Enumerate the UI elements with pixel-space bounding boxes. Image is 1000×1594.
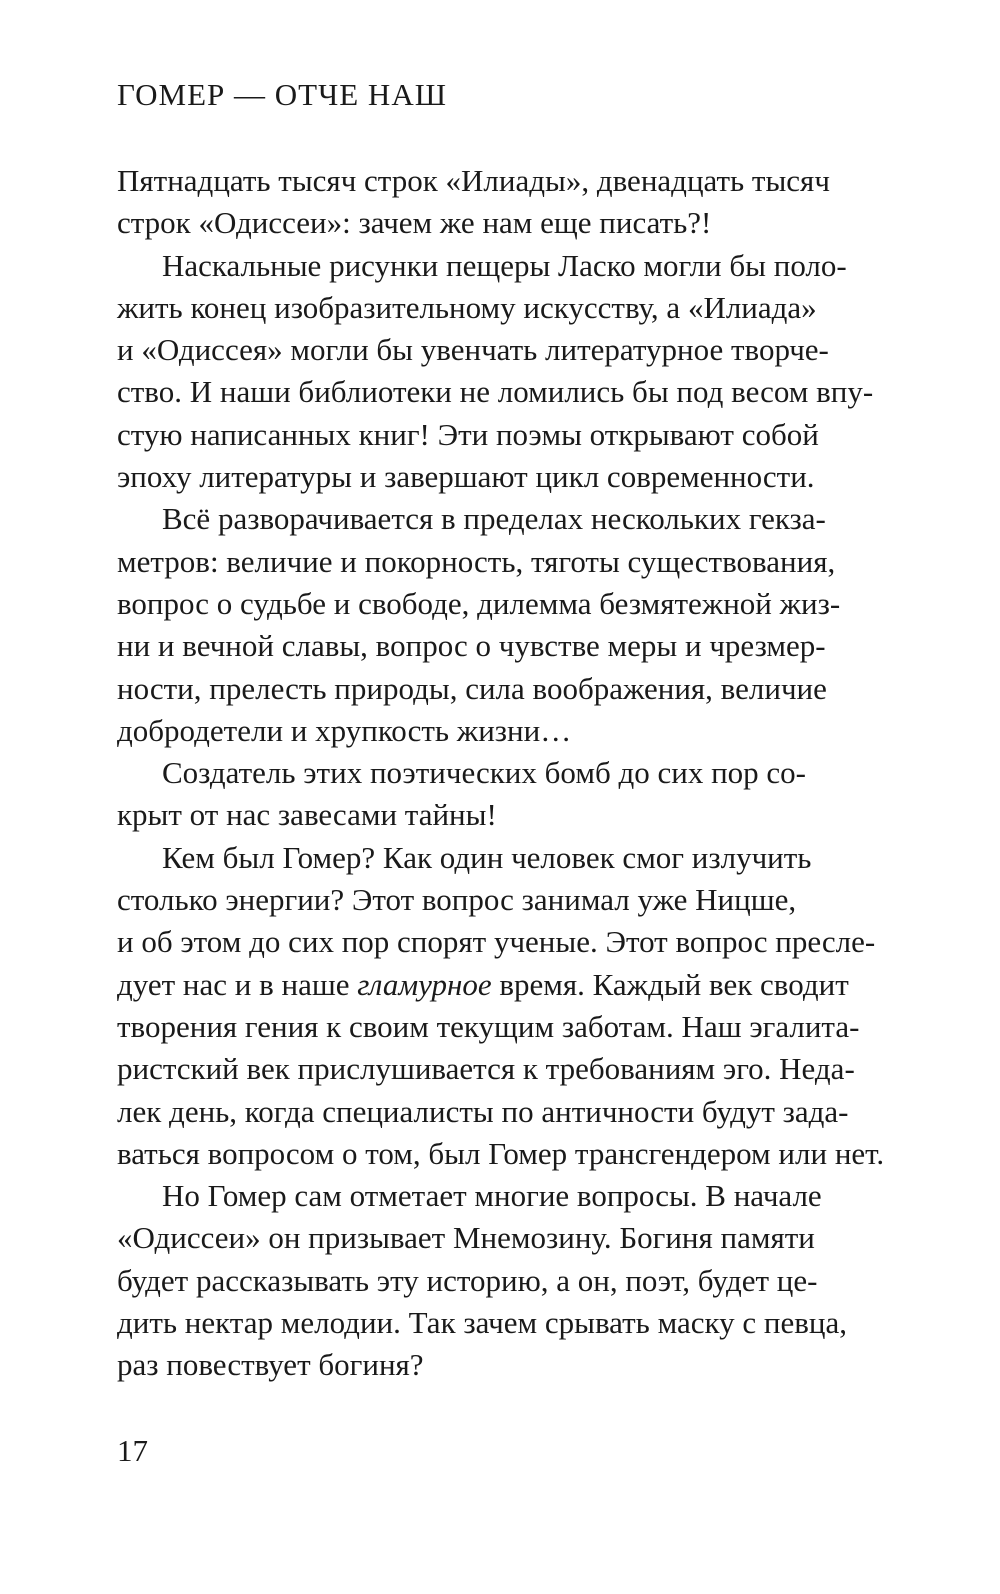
text-line: раз повествует богиня? (117, 1347, 424, 1383)
text-line-with-italic (117, 964, 977, 1006)
text-line: ристский век прислушивается к требованиям эго. Неда- (117, 1051, 855, 1087)
text-line: Создатель этих поэтических бомб до сих пор со- (162, 755, 807, 791)
page-number: 17 (117, 1433, 148, 1468)
text-line: творения гения к своим текущим заботам. Наш эгалита- (117, 1008, 860, 1044)
text-line: ности, прелесть природы, сила воображения, величие (117, 670, 827, 706)
text-line: Наскальные рисунки пещеры Ласко могли бы поло- (162, 247, 847, 283)
italic-word: гламурное (357, 966, 492, 1002)
text-line: добродетели и хрупкость жизни… (117, 712, 572, 748)
text-line: Всё разворачивается в пределах нескольких гекза- (162, 501, 826, 537)
text-line: и «Одиссея» могли бы увенчать литературное творче- (117, 332, 829, 368)
text-line: Но Гомер сам отметает многие вопросы. В начале (162, 1178, 822, 1214)
text-line: и об этом до сих пор спорят ученые. Этот вопрос пресле- (117, 924, 876, 960)
text-segment: время. Каждый век сводит (491, 966, 849, 1002)
text-line: строк «Одиссеи»: зачем же нам еще писать?! (117, 205, 712, 241)
text-line: ни и вечной славы, вопрос о чувстве меры и чрезмер- (117, 628, 826, 664)
text-line: столько энергии? Этот вопрос занимал уже Ницше, (117, 882, 797, 918)
text-line: «Одиссеи» он призывает Мнемозину. Богиня памяти (117, 1220, 815, 1256)
text-line: вопрос о судьбе и свободе, дилемма безмятежной жиз- (117, 585, 841, 621)
body-text (117, 160, 977, 1387)
text-line: крыт от нас завесами тайны! (117, 797, 497, 833)
text-line: эпоху литературы и завершают цикл современности. (117, 459, 815, 495)
text-line: лек день, когда специалисты по античности будут зада- (117, 1093, 849, 1129)
text-line: Кем был Гомер? Как один человек смог излучить (162, 839, 812, 875)
text-line: жить конец изобразительному искусству, а «Илиада» (117, 289, 817, 325)
text-line: дить нектар мелодии. Так зачем срывать маску с певца, (117, 1305, 847, 1341)
text-line: стую написанных книг! Эти поэмы открывают собой (117, 416, 819, 452)
text-line: ваться вопросом о том, был Гомер трансгендером или нет. (117, 1135, 885, 1171)
text-line: ство. И наши библиотеки не ломились бы под весом впу- (117, 374, 874, 410)
text-line: Пятнадцать тысяч строк «Илиады», двенадцать тысяч (117, 163, 830, 198)
text-line: метров: величие и покорность, тяготы существования, (117, 543, 836, 579)
text-line: будет рассказывать эту историю, а он, поэт, будет це- (117, 1262, 818, 1298)
running-head: ГОМЕР — ОТЧЕ НАШ (117, 77, 447, 112)
text-segment: дует нас и в наше (117, 966, 358, 1002)
